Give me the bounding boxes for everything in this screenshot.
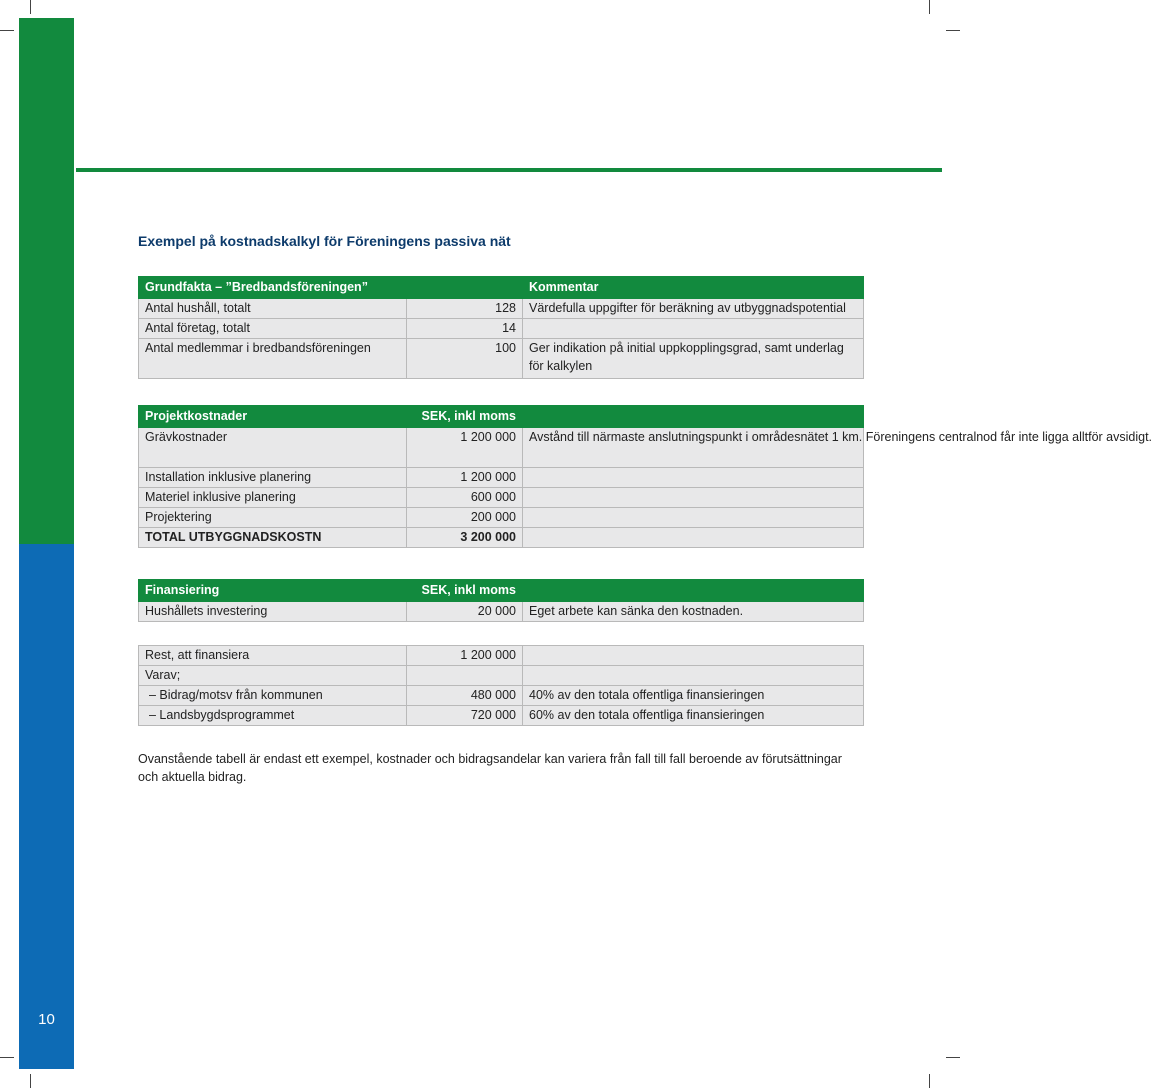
total-row: [139, 528, 864, 548]
row-comment: [523, 508, 864, 528]
row-value: 14: [407, 319, 523, 339]
side-band-green: [19, 18, 74, 544]
row-label: Projektering: [139, 508, 407, 528]
row-value: 20 000: [407, 602, 523, 622]
crop-mark: [946, 1057, 960, 1058]
row-comment: [523, 646, 864, 666]
row-comment: Eget arbete kan sänka den kostnaden.: [523, 602, 864, 622]
table-row: [139, 488, 864, 508]
header-value: SEK, inkl moms: [407, 580, 523, 602]
row-value: 128: [407, 299, 523, 319]
row-comment: [523, 319, 864, 339]
row-label: Antal medlemmar i bredbandsföreningen: [139, 339, 407, 379]
table-row: [139, 319, 864, 339]
crop-mark: [0, 1057, 14, 1058]
header-label: Finansiering: [139, 580, 407, 602]
row-comment: 60% av den totala offentliga finansieringen: [523, 706, 864, 726]
header-label: Projektkostnader: [139, 406, 407, 428]
row-comment: [523, 666, 864, 686]
row-comment: [523, 468, 864, 488]
row-value: [407, 666, 523, 686]
row-label: – Bidrag/motsv från kommunen: [139, 686, 407, 706]
table-row: [139, 686, 864, 706]
crop-mark: [929, 0, 930, 14]
finansiering-table: [138, 579, 864, 622]
table-row: [139, 299, 864, 319]
row-comment: 40% av den totala offentliga finansieringen: [523, 686, 864, 706]
row-value: 1 200 000: [407, 428, 523, 468]
page-number: 10: [38, 1011, 55, 1028]
header-comment: [523, 580, 864, 602]
row-comment: [523, 528, 864, 548]
footnote: Ovanstående tabell är endast ett exempel, kostnader och bidragsandelar kan variera från fall till fall beroende av förutsättningar och aktuella bidrag.: [138, 752, 842, 784]
row-comment: Avstånd till närmaste anslutningspunkt i områdesnätet 1 km. Föreningens centralnod får inte ligga alltför avsidigt.: [523, 428, 864, 468]
table-row: [139, 339, 864, 379]
crop-mark: [946, 30, 960, 31]
row-value: 720 000: [407, 706, 523, 726]
row-label: – Landsbygdsprogrammet: [139, 706, 407, 726]
header-comment: Kommentar: [523, 277, 864, 299]
table-row: [139, 468, 864, 488]
header-label: Grundfakta – ”Bredbandsföreningen”: [139, 277, 407, 299]
crop-mark: [30, 0, 31, 14]
row-value: 480 000: [407, 686, 523, 706]
table-row: [139, 706, 864, 726]
row-value: 1 200 000: [407, 468, 523, 488]
row-label: Antal företag, totalt: [139, 319, 407, 339]
crop-mark: [929, 1074, 930, 1088]
table-row: [139, 646, 864, 666]
header-rule: [76, 168, 942, 172]
page-title: Exempel på kostnadskalkyl för Föreningens passiva nät: [138, 233, 511, 249]
projektkostnader-table: [138, 405, 1152, 548]
row-label: Varav;: [139, 666, 407, 686]
table-header: [139, 406, 864, 428]
row-label: TOTAL UTBYGGNADSKOSTN: [139, 528, 407, 548]
row-label: Rest, att finansiera: [139, 646, 407, 666]
row-comment: [523, 488, 864, 508]
side-band-blue: [19, 544, 74, 1069]
crop-mark: [0, 30, 14, 31]
grundfakta-table: [138, 276, 864, 379]
row-comment: Ger indikation på initial uppkopplingsgrad, samt underlag för kalkylen: [523, 339, 864, 379]
row-label: Materiel inklusive planering: [139, 488, 407, 508]
row-comment: Värdefulla uppgifter för beräkning av utbyggnadspotential: [523, 299, 864, 319]
table-row: [139, 666, 864, 686]
row-value: 1 200 000: [407, 646, 523, 666]
header-value: [407, 277, 523, 299]
row-label: Antal hushåll, totalt: [139, 299, 407, 319]
row-value: 3 200 000: [407, 528, 523, 548]
table-header: [139, 580, 864, 602]
header-value: SEK, inkl moms: [407, 406, 523, 428]
table-row: [139, 602, 864, 622]
row-label: Grävkostnader: [139, 428, 407, 468]
row-value: 600 000: [407, 488, 523, 508]
row-label: Installation inklusive planering: [139, 468, 407, 488]
row-value: 100: [407, 339, 523, 379]
table-header: [139, 277, 864, 299]
header-comment: [523, 406, 864, 428]
crop-mark: [30, 1074, 31, 1088]
rest-table: [138, 645, 864, 726]
row-value: 200 000: [407, 508, 523, 528]
table-row: [139, 508, 864, 528]
row-label: Hushållets investering: [139, 602, 407, 622]
table-row: [139, 428, 864, 468]
